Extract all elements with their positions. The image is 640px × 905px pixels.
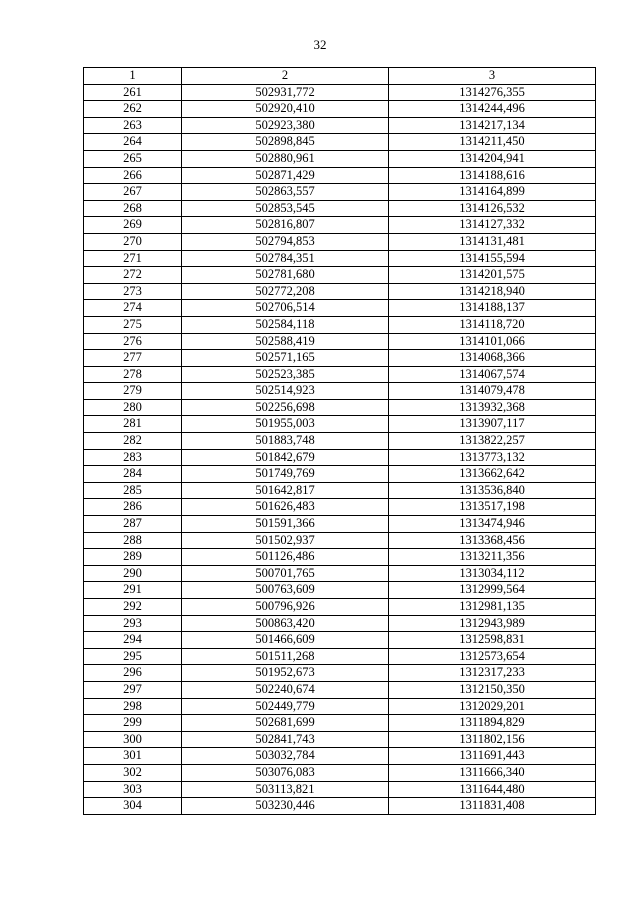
x-coordinate-cell: 501511,268 — [182, 648, 389, 665]
point-number-cell: 273 — [84, 283, 182, 300]
y-coordinate-cell: 1311691,443 — [389, 748, 596, 765]
point-number-cell: 295 — [84, 648, 182, 665]
table-row — [84, 665, 596, 682]
y-coordinate-cell: 1313034,112 — [389, 565, 596, 582]
table-row — [84, 449, 596, 466]
column-header-3: 3 — [389, 68, 596, 85]
x-coordinate-cell: 502923,380 — [182, 117, 389, 134]
y-coordinate-cell: 1313932,368 — [389, 399, 596, 416]
table-row — [84, 698, 596, 715]
point-number-cell: 290 — [84, 565, 182, 582]
y-coordinate-cell: 1313517,198 — [389, 499, 596, 516]
table-row — [84, 399, 596, 416]
point-number-cell: 272 — [84, 267, 182, 284]
table-row — [84, 582, 596, 599]
point-number-cell: 280 — [84, 399, 182, 416]
y-coordinate-cell: 1314201,575 — [389, 267, 596, 284]
y-coordinate-cell: 1314218,940 — [389, 283, 596, 300]
table-row — [84, 283, 596, 300]
y-coordinate-cell: 1314188,616 — [389, 167, 596, 184]
y-coordinate-cell: 1313662,642 — [389, 466, 596, 483]
point-number-cell: 267 — [84, 184, 182, 201]
point-number-cell: 287 — [84, 516, 182, 533]
x-coordinate-cell: 501126,486 — [182, 549, 389, 566]
y-coordinate-cell: 1313211,356 — [389, 549, 596, 566]
point-number-cell: 271 — [84, 250, 182, 267]
x-coordinate-cell: 501591,366 — [182, 516, 389, 533]
point-number-cell: 304 — [84, 798, 182, 815]
point-number-cell: 292 — [84, 599, 182, 616]
table-row — [84, 333, 596, 350]
x-coordinate-cell: 500796,926 — [182, 599, 389, 616]
table-row — [84, 184, 596, 201]
point-number-cell: 262 — [84, 101, 182, 118]
table-row — [84, 516, 596, 533]
table-row — [84, 466, 596, 483]
table-row — [84, 599, 596, 616]
x-coordinate-cell: 502920,410 — [182, 101, 389, 118]
y-coordinate-cell: 1314276,355 — [389, 84, 596, 101]
x-coordinate-cell: 502523,385 — [182, 366, 389, 383]
table-row — [84, 632, 596, 649]
y-coordinate-cell: 1314101,066 — [389, 333, 596, 350]
column-header-2: 2 — [182, 68, 389, 85]
x-coordinate-cell: 500701,765 — [182, 565, 389, 582]
point-number-cell: 303 — [84, 781, 182, 798]
table-row — [84, 731, 596, 748]
point-number-cell: 285 — [84, 482, 182, 499]
y-coordinate-cell: 1314126,532 — [389, 200, 596, 217]
y-coordinate-cell: 1314118,720 — [389, 316, 596, 333]
y-coordinate-cell: 1314131,481 — [389, 233, 596, 250]
x-coordinate-cell: 502449,779 — [182, 698, 389, 715]
x-coordinate-cell: 502794,853 — [182, 233, 389, 250]
y-coordinate-cell: 1312999,564 — [389, 582, 596, 599]
table-row — [84, 781, 596, 798]
y-coordinate-cell: 1312981,135 — [389, 599, 596, 616]
x-coordinate-cell: 502256,698 — [182, 399, 389, 416]
x-coordinate-cell: 503113,821 — [182, 781, 389, 798]
column-header-1: 1 — [84, 68, 182, 85]
y-coordinate-cell: 1314127,332 — [389, 217, 596, 234]
x-coordinate-cell: 502781,680 — [182, 267, 389, 284]
x-coordinate-cell: 502898,845 — [182, 134, 389, 151]
x-coordinate-cell: 503230,446 — [182, 798, 389, 815]
coordinates-table — [83, 67, 596, 815]
point-number-cell: 270 — [84, 233, 182, 250]
y-coordinate-cell: 1312573,654 — [389, 648, 596, 665]
x-coordinate-cell: 501626,483 — [182, 499, 389, 516]
point-number-cell: 281 — [84, 416, 182, 433]
x-coordinate-cell: 501749,769 — [182, 466, 389, 483]
point-number-cell: 284 — [84, 466, 182, 483]
table-row — [84, 217, 596, 234]
x-coordinate-cell: 502880,961 — [182, 150, 389, 167]
point-number-cell: 288 — [84, 532, 182, 549]
table-row — [84, 433, 596, 450]
x-coordinate-cell: 502853,545 — [182, 200, 389, 217]
table-row — [84, 499, 596, 516]
y-coordinate-cell: 1311894,829 — [389, 715, 596, 732]
y-coordinate-cell: 1311644,480 — [389, 781, 596, 798]
point-number-cell: 268 — [84, 200, 182, 217]
point-number-cell: 279 — [84, 383, 182, 400]
point-number-cell: 297 — [84, 681, 182, 698]
x-coordinate-cell: 501955,003 — [182, 416, 389, 433]
table-row — [84, 134, 596, 151]
y-coordinate-cell: 1311831,408 — [389, 798, 596, 815]
x-coordinate-cell: 502588,419 — [182, 333, 389, 350]
y-coordinate-cell: 1311666,340 — [389, 764, 596, 781]
x-coordinate-cell: 501466,609 — [182, 632, 389, 649]
y-coordinate-cell: 1314204,941 — [389, 150, 596, 167]
table-header-row — [84, 68, 596, 85]
y-coordinate-cell: 1313773,132 — [389, 449, 596, 466]
point-number-cell: 300 — [84, 731, 182, 748]
point-number-cell: 263 — [84, 117, 182, 134]
x-coordinate-cell: 502240,674 — [182, 681, 389, 698]
point-number-cell: 286 — [84, 499, 182, 516]
y-coordinate-cell: 1314068,366 — [389, 350, 596, 367]
point-number-cell: 298 — [84, 698, 182, 715]
y-coordinate-cell: 1312029,201 — [389, 698, 596, 715]
point-number-cell: 275 — [84, 316, 182, 333]
table-row — [84, 366, 596, 383]
x-coordinate-cell: 502681,699 — [182, 715, 389, 732]
point-number-cell: 302 — [84, 764, 182, 781]
y-coordinate-cell: 1312150,350 — [389, 681, 596, 698]
x-coordinate-cell: 503032,784 — [182, 748, 389, 765]
x-coordinate-cell: 500863,420 — [182, 615, 389, 632]
point-number-cell: 299 — [84, 715, 182, 732]
y-coordinate-cell: 1312943,989 — [389, 615, 596, 632]
point-number-cell: 266 — [84, 167, 182, 184]
x-coordinate-cell: 502784,351 — [182, 250, 389, 267]
table-row — [84, 167, 596, 184]
point-number-cell: 261 — [84, 84, 182, 101]
point-number-cell: 293 — [84, 615, 182, 632]
x-coordinate-cell: 502863,557 — [182, 184, 389, 201]
y-coordinate-cell: 1314155,594 — [389, 250, 596, 267]
point-number-cell: 277 — [84, 350, 182, 367]
point-number-cell: 301 — [84, 748, 182, 765]
y-coordinate-cell: 1314067,574 — [389, 366, 596, 383]
table-row — [84, 233, 596, 250]
point-number-cell: 289 — [84, 549, 182, 566]
y-coordinate-cell: 1313822,257 — [389, 433, 596, 450]
x-coordinate-cell: 502772,208 — [182, 283, 389, 300]
x-coordinate-cell: 502514,923 — [182, 383, 389, 400]
point-number-cell: 283 — [84, 449, 182, 466]
table-row — [84, 150, 596, 167]
table-row — [84, 798, 596, 815]
y-coordinate-cell: 1313368,456 — [389, 532, 596, 549]
point-number-cell: 276 — [84, 333, 182, 350]
x-coordinate-cell: 502706,514 — [182, 300, 389, 317]
table-row — [84, 615, 596, 632]
table-row — [84, 267, 596, 284]
x-coordinate-cell: 500763,609 — [182, 582, 389, 599]
y-coordinate-cell: 1314217,134 — [389, 117, 596, 134]
table-row — [84, 101, 596, 118]
x-coordinate-cell: 501952,673 — [182, 665, 389, 682]
table-row — [84, 383, 596, 400]
x-coordinate-cell: 502816,807 — [182, 217, 389, 234]
x-coordinate-cell: 503076,083 — [182, 764, 389, 781]
table-row — [84, 748, 596, 765]
point-number-cell: 264 — [84, 134, 182, 151]
page-number: 32 — [313, 37, 327, 52]
table-row — [84, 250, 596, 267]
table-row — [84, 565, 596, 582]
table-row — [84, 648, 596, 665]
table-row — [84, 200, 596, 217]
x-coordinate-cell: 501642,817 — [182, 482, 389, 499]
table-row — [84, 84, 596, 101]
table-row — [84, 764, 596, 781]
table-row — [84, 549, 596, 566]
point-number-cell: 265 — [84, 150, 182, 167]
table-row — [84, 532, 596, 549]
x-coordinate-cell: 502584,118 — [182, 316, 389, 333]
point-number-cell: 269 — [84, 217, 182, 234]
y-coordinate-cell: 1312598,831 — [389, 632, 596, 649]
x-coordinate-cell: 502871,429 — [182, 167, 389, 184]
y-coordinate-cell: 1314211,450 — [389, 134, 596, 151]
x-coordinate-cell: 501883,748 — [182, 433, 389, 450]
table-body — [84, 84, 596, 814]
y-coordinate-cell: 1313536,840 — [389, 482, 596, 499]
table-row — [84, 350, 596, 367]
table-row — [84, 681, 596, 698]
table-row — [84, 117, 596, 134]
x-coordinate-cell: 501502,937 — [182, 532, 389, 549]
y-coordinate-cell: 1314079,478 — [389, 383, 596, 400]
y-coordinate-cell: 1311802,156 — [389, 731, 596, 748]
table-row — [84, 300, 596, 317]
y-coordinate-cell: 1313907,117 — [389, 416, 596, 433]
point-number-cell: 291 — [84, 582, 182, 599]
point-number-cell: 296 — [84, 665, 182, 682]
x-coordinate-cell: 501842,679 — [182, 449, 389, 466]
x-coordinate-cell: 502841,743 — [182, 731, 389, 748]
table-row — [84, 416, 596, 433]
table-row — [84, 482, 596, 499]
point-number-cell: 294 — [84, 632, 182, 649]
y-coordinate-cell: 1314244,496 — [389, 101, 596, 118]
point-number-cell: 274 — [84, 300, 182, 317]
x-coordinate-cell: 502931,772 — [182, 84, 389, 101]
point-number-cell: 282 — [84, 433, 182, 450]
y-coordinate-cell: 1312317,233 — [389, 665, 596, 682]
y-coordinate-cell: 1314188,137 — [389, 300, 596, 317]
x-coordinate-cell: 502571,165 — [182, 350, 389, 367]
y-coordinate-cell: 1313474,946 — [389, 516, 596, 533]
y-coordinate-cell: 1314164,899 — [389, 184, 596, 201]
table-row — [84, 715, 596, 732]
point-number-cell: 278 — [84, 366, 182, 383]
table-row — [84, 316, 596, 333]
